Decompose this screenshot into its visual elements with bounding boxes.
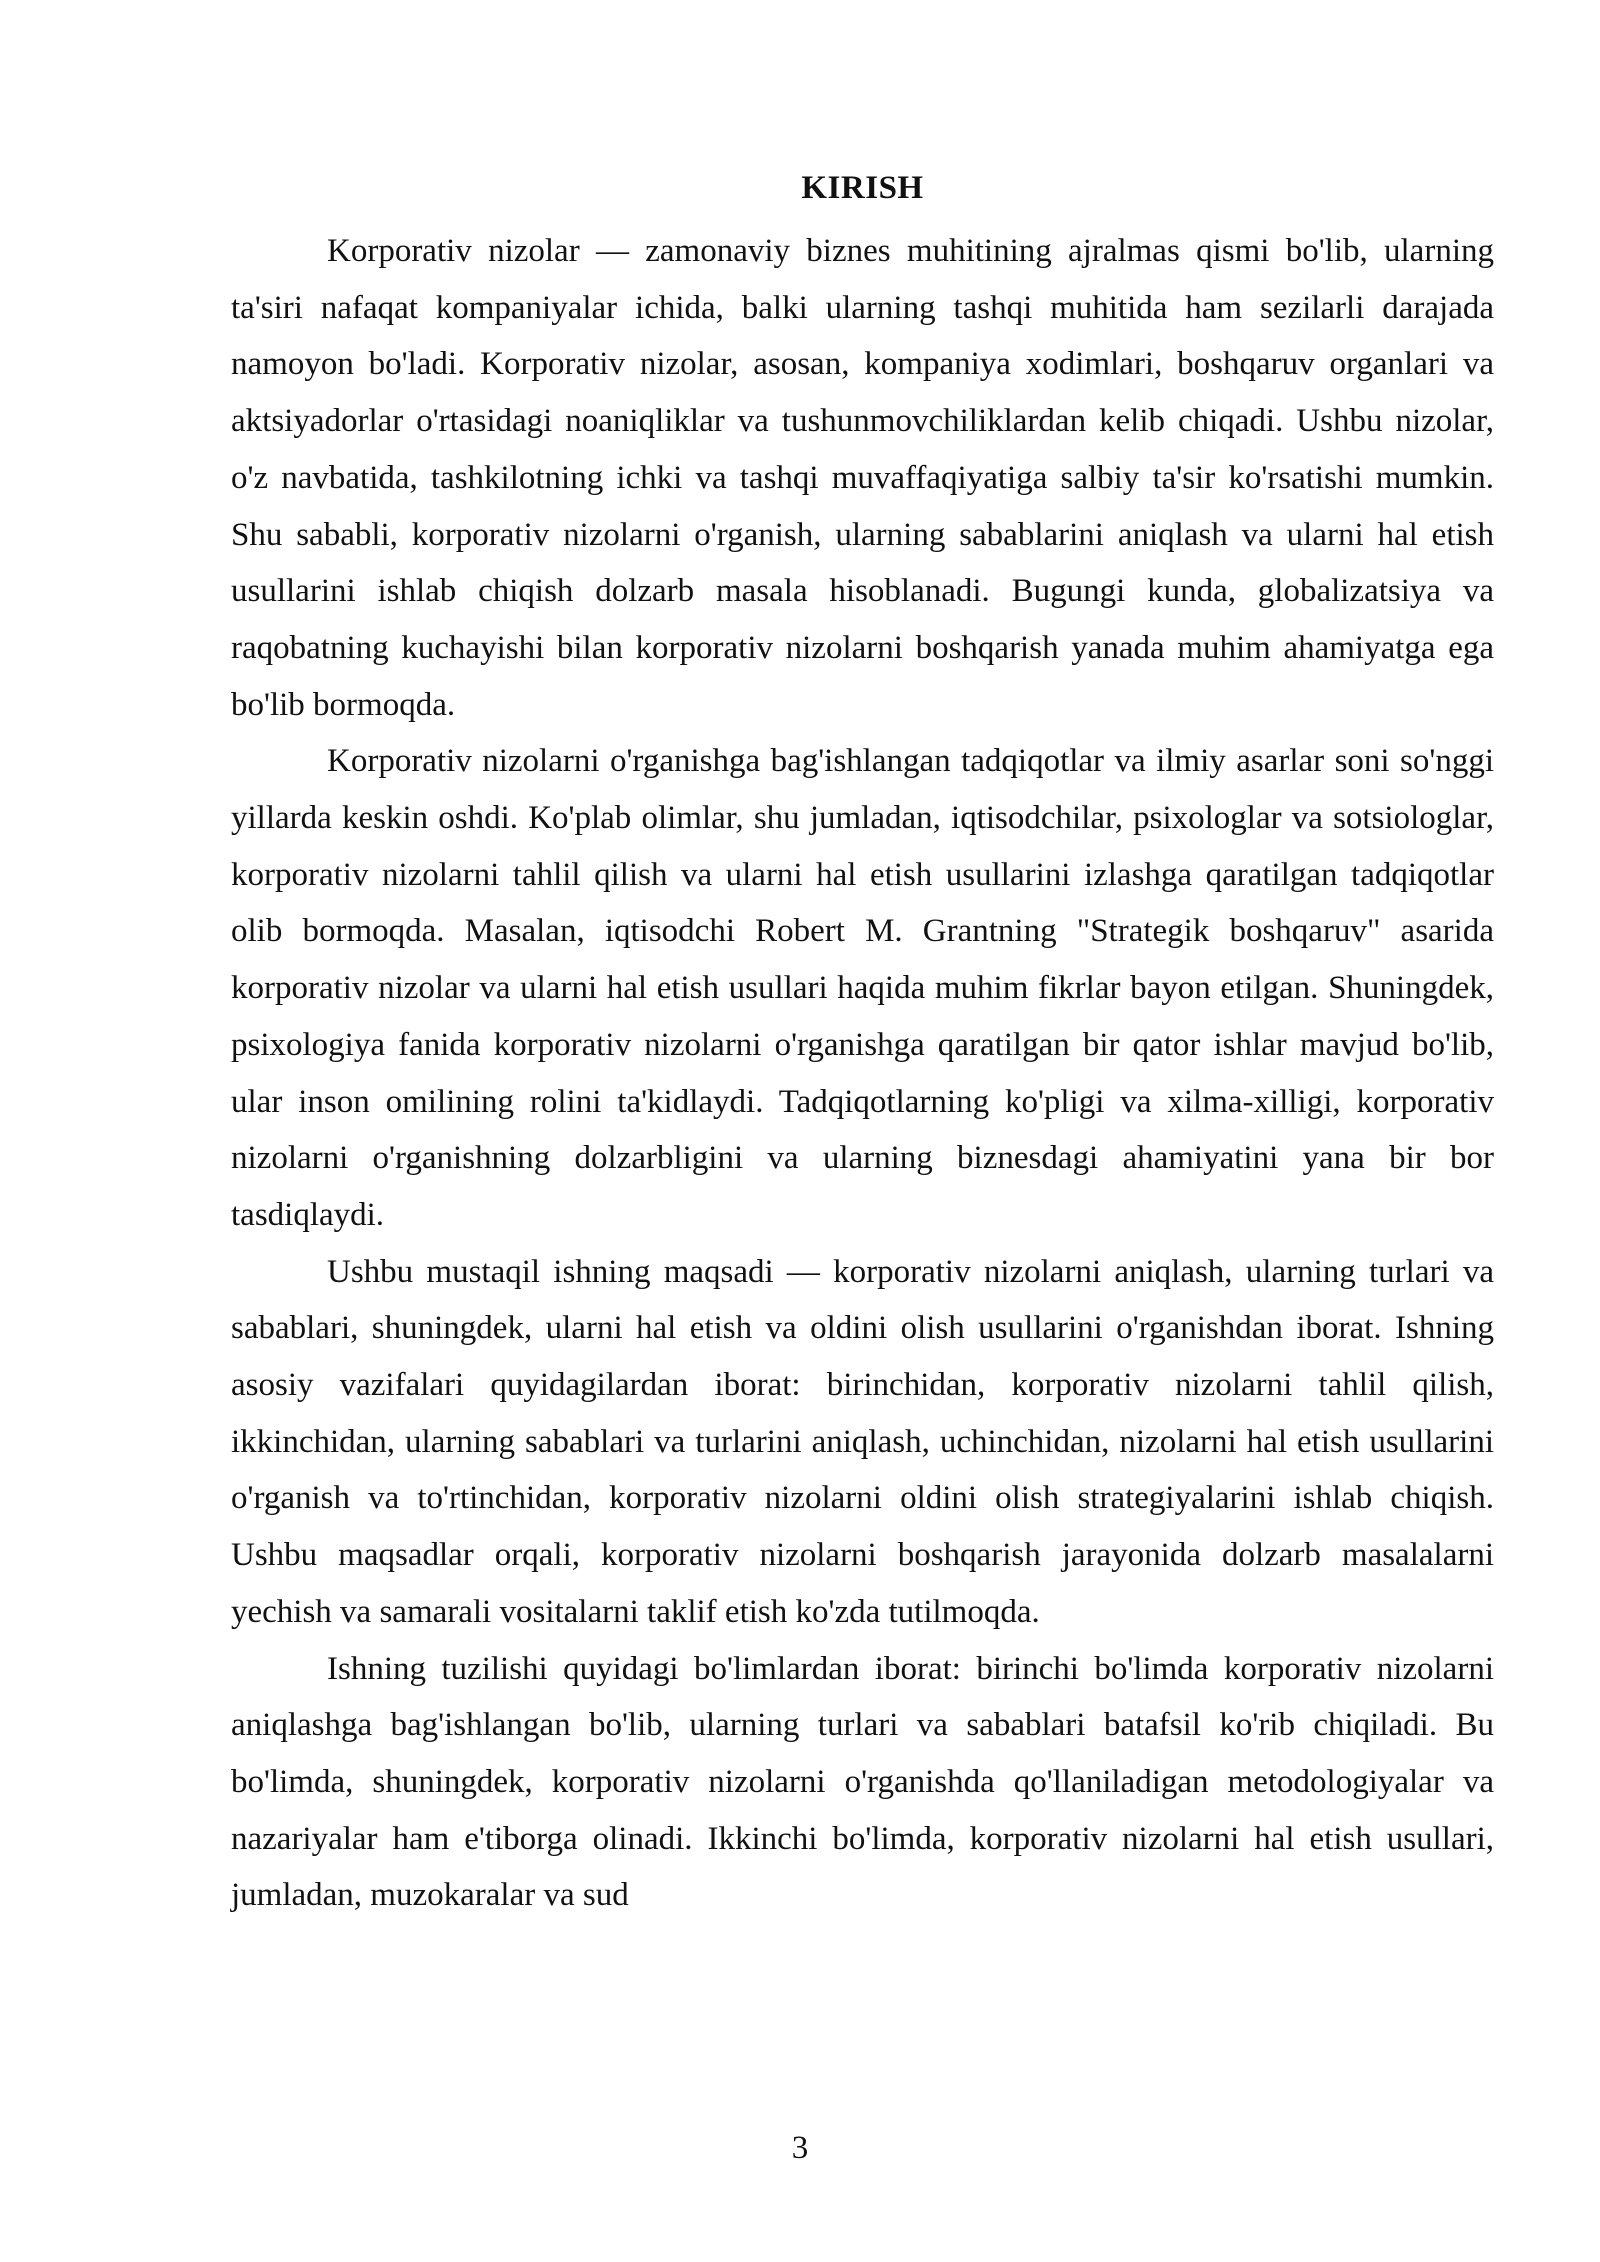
paragraph-structure: Ishning tuzilishi quyidagi bo'limlardan iborat: birinchi bo'limda korporativ nizolarni aniqlashga bag'ishlangan bo'lib, ularning turlari va sabablari batafsil ko'rib chiqiladi. Bu bo'limda, shuningdek, korporativ nizolarni o'rganishda qo'llaniladigan metodologiyalar va nazariyalar ham e'tiborga olinadi. Ikkinchi bo'limda, korporativ nizolarni hal etish usullari, jumladan, muzokaralar va sud: [231, 1650, 1494, 1914]
paragraph-objectives: Ushbu mustaqil ishning maqsadi — korporativ nizolarni aniqlash, ularning turlari va sabablari, shuningdek, ularni hal etish va oldini olish usullarini o'rganishdan iborat. Ishning asosiy vazifalari quyidagilardan iborat: birinchidan, korporativ nizolarni tahlil qilish, ikkinchidan, ularning sabablari va turlarini aniqlash, uchinchidan, nizolarni hal etish usullarini o'rganish va to'rtinchidan, korporativ nizolarni oldini olish strategiyalarini ishlab chiqish. Ushbu maqsadlar orqali, korporativ nizolarni boshqarish jarayonida dolzarb masalalarni yechish va samarali vositalarni taklif etish ko'zda tutilmoqda.: [231, 1253, 1494, 1630]
paragraph-introduction: Korporativ nizolar — zamonaviy biznes muhitining ajralmas qismi bo'lib, ularning ta'siri nafaqat kompaniyalar ichida, balki ularning tashqi muhitida ham sezilarli darajada namoyon bo'ladi. Korporativ nizolar, asosan, kompaniya xodimlari, boshqaruv organlari va aktsiyadorlar o'rtasidagi noaniqliklar va tushunmovchiliklardan kelib chiqadi. Ushbu nizolar, o'z navbatida, tashkilotning ichki va tashqi muvaffaqiyatiga salbiy ta'sir ko'rsatishi mumkin. Shu sababli, korporativ nizolarni o'rganish, ularning sabablarini aniqlash va ularni hal etish usullarini ishlab chiqish dolzarb masala hisoblanadi. Bugungi kunda, globalizatsiya va raqobatning kuchayishi bilan korporativ nizolarni boshqarish yanada muhim ahamiyatga ega bo'lib bormoqda.: [231, 233, 1494, 723]
page-content: [231, 160, 1494, 1924]
page-number: 3: [791, 2130, 809, 2166]
section-title: KIRISH: [801, 170, 924, 206]
paragraph-literature-review: Korporativ nizolarni o'rganishga bag'ishlangan tadqiqotlar va ilmiy asarlar soni so'nggi yillarda keskin oshdi. Ko'plab olimlar, shu jumladan, iqtisodchilar, psixologlar va sotsiologlar, korporativ nizolarni tahlil qilish va ularni hal etish usullarini izlashga qaratilgan tadqiqotlar olib bormoqda. Masalan, iqtisodchi Robert M. Grantning "Strategik boshqaruv" asarida korporativ nizolar va ularni hal etish usullari haqida muhim fikrlar bayon etilgan. Shuningdek, psixologiya fanida korporativ nizolarni o'rganishga qaratilgan bir qator ishlar mavjud bo'lib, ular inson omilining rolini ta'kidlaydi. Tadqiqotlarning ko'pligi va xilma-xilligi, korporativ nizolarni o'rganishning dolzarbligini va ularning biznesdagi ahamiyatini yana bir bor tasdiqlaydi.: [231, 743, 1494, 1233]
